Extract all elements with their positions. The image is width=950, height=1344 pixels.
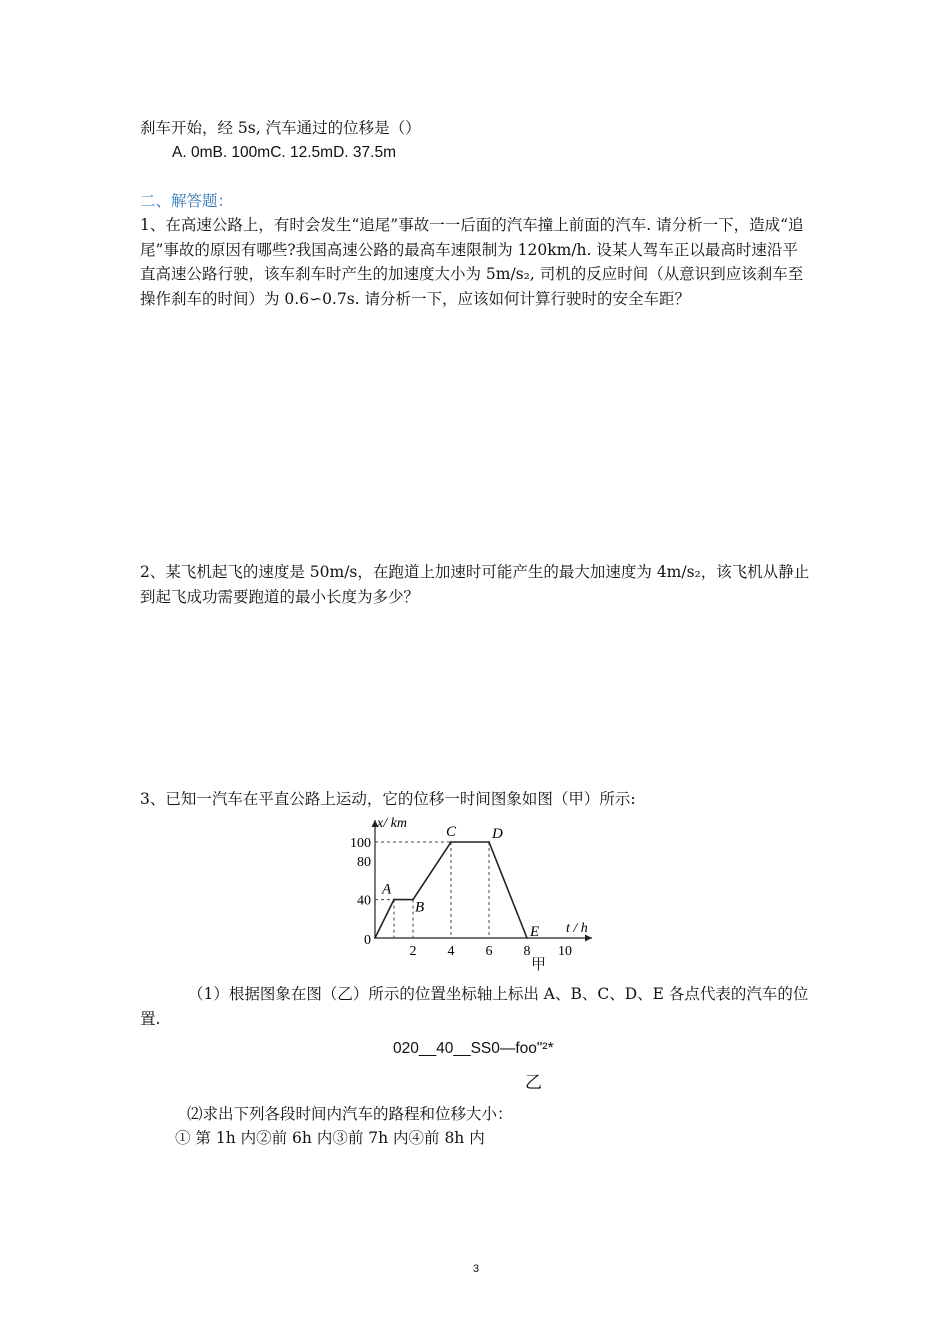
- point-label-a: A: [382, 881, 392, 898]
- x-tick-label: 8: [523, 944, 531, 959]
- data-point: [412, 899, 414, 901]
- question-3: 3、已知一汽车在平直公路上运动，它的位移一时间图象如图（甲）所示:: [140, 790, 636, 808]
- data-point: [526, 937, 528, 939]
- question-3-items: ① 第 1h 内②前 6h 内③前 7h 内④前 8h 内: [175, 1129, 485, 1147]
- y-tick-label: 0: [364, 933, 371, 948]
- data-point: [488, 841, 490, 843]
- x-tick-label: 10: [558, 944, 572, 959]
- x-tick-label: 6: [485, 944, 493, 959]
- question-3-part-2: ⑵求出下列各段时间内汽车的路程和位移大小：: [187, 1105, 513, 1123]
- position-axis-text: 020__40__SS0—foo"²*: [393, 1040, 554, 1057]
- y-axis-label: x/ km: [377, 816, 407, 831]
- page-number: 3: [473, 1263, 480, 1275]
- point-label-c: C: [446, 824, 457, 840]
- question-2: 2、某飞机起飞的速度是 50m/s，在跑道上加速时可能产生的最大加速度为 4m/s₂，该飞机从静止到起飞成功需要跑道的最小长度为多少？: [140, 563, 810, 606]
- point-label-d: D: [492, 826, 503, 842]
- question-1: 1、在高速公路上，有时会发生“追尾”事故一一后面的汽车撞上前面的汽车. 请分析一下，造成“追尾”事故的原因有哪些?我国高速公路的最高车速限制为 120km/h. 设某人驾车正以最高时速沿平直高速公路行驶，该车刹车时产生的加速度大小为 5m/s₂, 司机的反应时间（从意识到应该刹车至操作刹车的时间）为 0.6∽0.7s. 请分析一下，应该如何计算行驶时的安全车距？: [140, 216, 804, 308]
- question-stem-line: 刹车开始，经 5s, 汽车通过的位移是（）: [140, 119, 421, 137]
- data-point: [450, 841, 452, 843]
- figure-caption-jia: 甲: [531, 956, 547, 973]
- point-label-e: E: [530, 924, 540, 940]
- figure-caption-yi: 乙: [525, 1073, 542, 1092]
- answer-options: A. 0mB. 100mC. 12.5mD. 37.5m: [172, 144, 396, 161]
- data-point: [393, 899, 395, 901]
- question-3-part-1: （1）根据图象在图（乙）所示的位置坐标轴上标出 A、B、C、D、E 各点代表的汽车的位置.: [140, 985, 809, 1028]
- displacement-time-graph: [340, 812, 610, 972]
- y-tick-label: 100: [350, 836, 371, 851]
- y-tick-label: 80: [357, 855, 371, 871]
- section-heading: 二、解答题：: [140, 192, 234, 210]
- x-tick-label: 4: [447, 944, 455, 959]
- data-point: [374, 937, 376, 939]
- x-axis-label: t / h: [566, 921, 588, 936]
- y-tick-label: 40: [357, 893, 371, 909]
- x-tick-label: 2: [409, 944, 417, 959]
- point-label-b: B: [415, 899, 425, 916]
